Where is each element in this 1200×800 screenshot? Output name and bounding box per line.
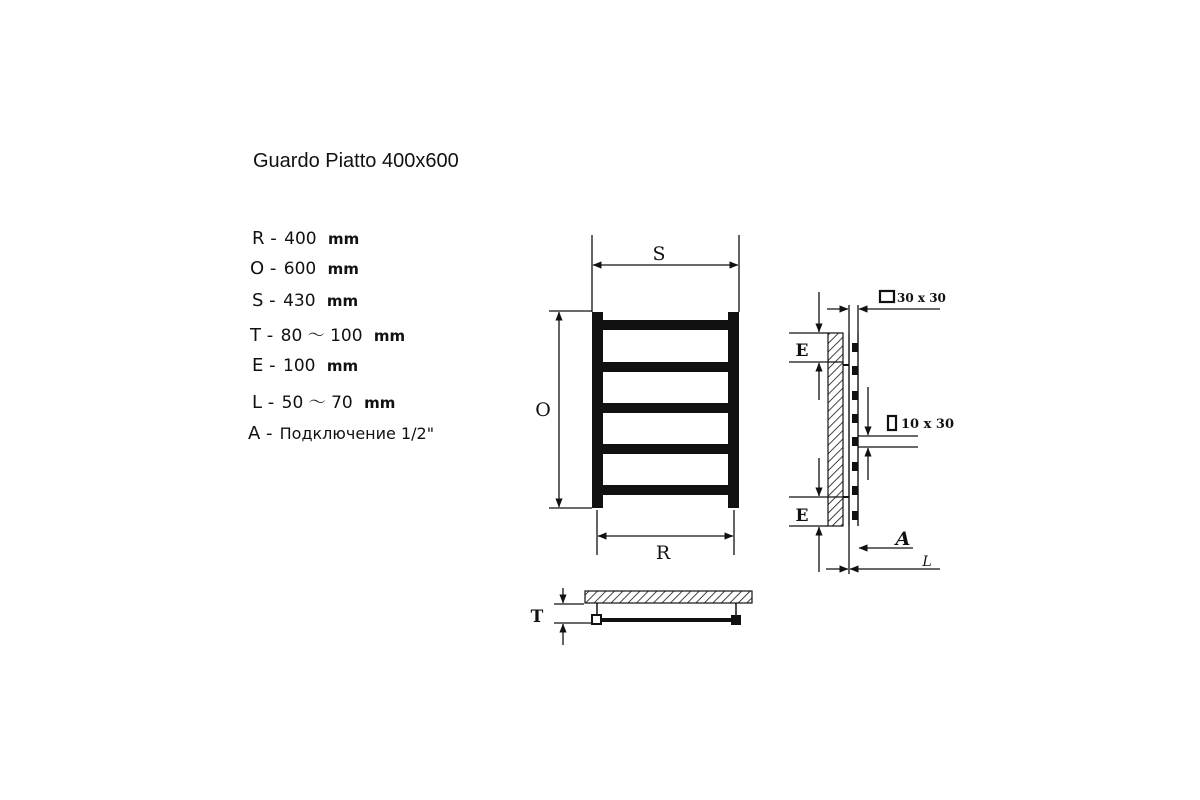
rung-4 bbox=[603, 444, 728, 454]
left-post bbox=[592, 312, 603, 508]
side-rung-5 bbox=[852, 437, 858, 446]
drawing-title: Guardo Piatto 400x600 bbox=[253, 150, 459, 172]
spec-t-key: T - bbox=[250, 325, 274, 346]
spec-r-unit: mm bbox=[328, 230, 360, 248]
flat-profile-icon bbox=[888, 416, 896, 430]
side-rung-8 bbox=[852, 511, 858, 520]
spec-l-value: 50 ～ 70 bbox=[281, 393, 353, 413]
spec-e-value: 100 bbox=[283, 356, 316, 376]
label-t: T bbox=[530, 607, 544, 627]
rung-5 bbox=[603, 485, 728, 495]
side-rung-6 bbox=[852, 462, 858, 471]
rung-3 bbox=[603, 403, 728, 413]
connector-right bbox=[731, 615, 741, 625]
spec-t-unit: mm bbox=[373, 327, 406, 345]
spec-o-key: O - bbox=[250, 258, 277, 279]
side-rung-1 bbox=[852, 343, 858, 352]
spec-s-key: S - bbox=[252, 290, 276, 311]
label-s: S bbox=[652, 243, 666, 265]
label-a: A bbox=[895, 528, 911, 550]
spec-l-unit: mm bbox=[364, 394, 396, 412]
rung-1 bbox=[603, 320, 728, 330]
connector-left bbox=[592, 615, 601, 624]
wall-hatch-top bbox=[585, 591, 752, 603]
label-e-bottom: E bbox=[795, 506, 809, 526]
spec-s-value: 430 bbox=[283, 291, 316, 311]
spec-s-unit: mm bbox=[326, 292, 359, 310]
spec-e-key: E - bbox=[252, 355, 276, 376]
side-rung-4 bbox=[852, 414, 858, 423]
side-view bbox=[789, 291, 954, 574]
spec-a-value: Подключение 1/2" bbox=[279, 424, 435, 443]
top-view bbox=[531, 588, 752, 645]
profile-30x30-callout bbox=[827, 305, 940, 333]
spec-o-unit: mm bbox=[327, 260, 359, 278]
label-e-top: E bbox=[795, 341, 809, 361]
spec-a-key: A - bbox=[248, 423, 273, 444]
profile-10x30-callout bbox=[858, 387, 918, 480]
side-rung-7 bbox=[852, 486, 858, 495]
spec-r-key: R - bbox=[252, 228, 277, 249]
label-o: O bbox=[535, 399, 551, 421]
spec-r-value: 400 bbox=[284, 229, 317, 249]
side-rung-2 bbox=[852, 366, 858, 375]
label-profile-small: 10 x 30 bbox=[901, 417, 954, 432]
spec-t-value: 80 ～ 100 bbox=[280, 326, 363, 346]
top-view-bar bbox=[601, 618, 731, 622]
label-r: R bbox=[655, 542, 671, 564]
spec-o-value: 600 bbox=[283, 259, 317, 279]
label-l: L bbox=[922, 554, 932, 570]
spec-l-key: L - bbox=[252, 392, 275, 413]
rung-2 bbox=[603, 362, 728, 372]
dimension-o bbox=[549, 311, 592, 508]
square-profile-icon bbox=[880, 291, 894, 302]
label-profile-big: 30 x 30 bbox=[897, 291, 946, 305]
right-post bbox=[728, 312, 739, 508]
front-view bbox=[535, 235, 739, 564]
spec-e-unit: mm bbox=[326, 357, 359, 375]
side-rung-3 bbox=[852, 391, 858, 400]
